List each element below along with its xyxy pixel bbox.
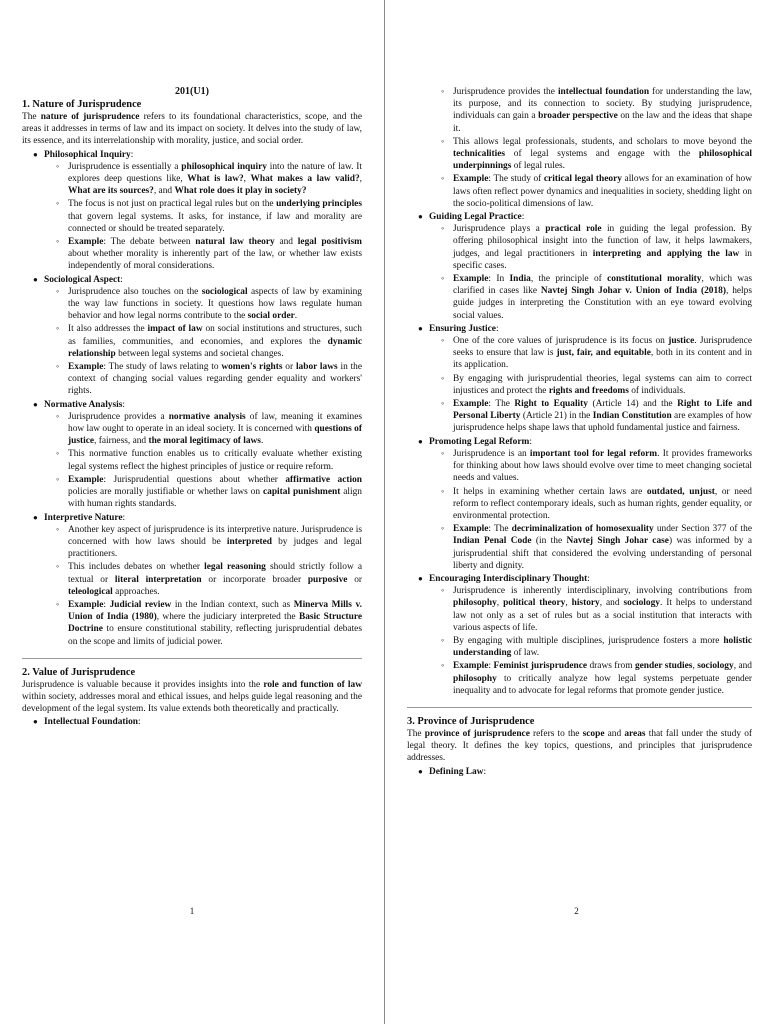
bold-text: Navtej Singh Johar case <box>566 536 669 547</box>
sub-list-item <box>56 410 362 448</box>
bold-text: legal reasoning <box>204 562 266 573</box>
sub-list-item <box>441 447 753 485</box>
text-run: The <box>407 728 425 739</box>
label-colon: : <box>587 573 590 584</box>
list-item-label: Philosophical Inquiry <box>44 149 131 160</box>
text-run: between legal systems and societal changes. <box>115 348 284 359</box>
text-run: about whether morality is inherently part of the law, or whether law exists independently of moral considerations. <box>68 249 362 272</box>
text-run: , <box>496 598 504 609</box>
sub-list-item <box>441 585 752 634</box>
bullet-icon: ● <box>418 766 423 776</box>
circle-bullet-icon: ◦ <box>56 198 60 209</box>
bold-text: literal interpretation <box>114 574 202 585</box>
text-run: for understanding the law, its purpose, and its connection to society. By studying jurisprudence, individuals can gain a <box>453 87 752 122</box>
circle-bullet-icon: ◦ <box>441 335 445 346</box>
label-colon: : <box>122 512 126 523</box>
text-run: . <box>260 436 264 447</box>
text-run: , and <box>153 186 175 197</box>
bold-text: Minerva Mills v. Union of India (1980) <box>68 599 362 623</box>
text-run: Jurisprudence provides a <box>68 411 169 422</box>
bold-text: philosophy <box>453 598 497 609</box>
page-number: 1 <box>189 906 195 916</box>
bold-text: Example <box>68 474 104 485</box>
bold-text: purposive <box>307 574 348 585</box>
text-run: : The study of <box>488 174 544 185</box>
text-run: on social institutions and structures, such as families, communities, and economies, and explores the <box>68 324 362 347</box>
text-run: on the law and the ideas that shape it. <box>453 111 752 134</box>
label-colon: : <box>122 399 125 410</box>
bold-text: Judicial review <box>109 599 172 610</box>
text-run: policies are morally justifiable or whether laws on <box>68 487 263 498</box>
circle-bullet-icon: ◦ <box>441 223 445 234</box>
text-run: By engaging with jurisprudential theories, legal systems can aim to correct injustices and protect the <box>453 373 752 396</box>
bold-text: sociology <box>623 598 660 609</box>
sub-list-item <box>56 598 363 648</box>
bold-text: India <box>509 274 531 285</box>
text-run: in specific cases. <box>453 248 752 271</box>
list-item-label: Ensuring Justice <box>429 323 496 334</box>
section-divider <box>22 658 362 659</box>
text-run: . <box>294 311 298 322</box>
sub-list-item <box>56 448 362 472</box>
bold-text: practical role <box>545 224 602 235</box>
bold-text: capital punishment <box>262 487 341 498</box>
circle-bullet-icon: ◦ <box>441 135 445 146</box>
bold-text: Indian Constitution <box>592 411 672 422</box>
text-run: Jurisprudence also touches on the <box>68 286 202 297</box>
bold-text: sociology <box>697 661 734 672</box>
sub-list-item <box>441 86 752 135</box>
bold-text: What makes a law valid? <box>250 174 360 185</box>
bold-text: philosophical inquiry <box>181 161 267 172</box>
text-run: . It helps to understand law not only as a set of rules but as a social institution that interacts with various aspects of life. <box>453 598 752 633</box>
circle-bullet-icon: ◦ <box>56 473 60 484</box>
text-run: that govern legal systems. It asks, for instance, if law and morality are connected or should be treated separately. <box>68 211 362 234</box>
text-run: : The <box>488 524 512 535</box>
bold-text: Navtej Singh Johar v. Union of India (2018) <box>540 286 726 297</box>
circle-bullet-icon: ◦ <box>56 323 60 334</box>
text-run: , <box>359 174 363 185</box>
label-colon: : <box>130 149 134 160</box>
text-run: , and <box>599 598 624 609</box>
bold-text: Example <box>453 399 489 410</box>
label-colon: : <box>521 212 525 223</box>
text-run: that fall under the study of legal theory. It defines the key topics, questions, and principles that jurisprudence addresses. <box>407 728 753 764</box>
bullet-icon: ● <box>33 512 38 522</box>
sub-list-item <box>56 285 362 323</box>
text-run: in the context of changing social values regarding gender equality and workers' rights. <box>68 362 363 397</box>
circle-bullet-icon: ◦ <box>56 236 60 247</box>
section-2-intro <box>22 679 362 716</box>
sub-list-item <box>441 173 752 210</box>
text-run: It helps in examining whether certain laws are <box>453 486 647 497</box>
list-item <box>33 512 363 648</box>
bold-text: affirmative action <box>285 474 363 485</box>
section-3-intro <box>407 728 752 765</box>
sub-list <box>429 223 752 322</box>
sub-list-item <box>56 561 362 598</box>
text-run: or <box>347 574 362 585</box>
sub-list-item <box>441 273 752 322</box>
text-run: draws from <box>587 661 635 672</box>
bold-text: technicalities <box>453 149 506 160</box>
text-run: or <box>282 362 296 373</box>
circle-bullet-icon: ◦ <box>56 561 60 572</box>
text-run: . Jurisprudence seeks to ensure that law is <box>453 336 752 359</box>
circle-bullet-icon: ◦ <box>441 634 445 645</box>
bold-text: scope <box>582 728 605 739</box>
bold-text: dynamic relationship <box>68 336 362 359</box>
text-run: Jurisprudence provides the <box>453 87 558 97</box>
sub-list-item <box>441 634 752 659</box>
bold-text: areas <box>624 728 646 739</box>
label-colon: : <box>495 323 499 334</box>
bold-text: teleological <box>68 586 113 597</box>
circle-bullet-icon: ◦ <box>441 523 445 534</box>
bold-text: Example <box>453 174 489 185</box>
label-colon: : <box>138 717 141 728</box>
section-1-heading: 1. Nature of Jurisprudence <box>22 99 142 110</box>
bold-text: What are its sources? <box>68 186 154 197</box>
text-run: Jurisprudence is essentially a <box>68 161 182 172</box>
sub-list-item <box>56 160 363 198</box>
sub-list-item <box>441 335 752 372</box>
bold-text: role and function of law <box>263 679 362 690</box>
label-colon: : <box>529 436 532 447</box>
bold-text: philosophy <box>453 673 497 684</box>
sub-list <box>429 86 752 210</box>
page-number: 2 <box>574 906 579 916</box>
text-run: of legal rules. <box>511 161 566 172</box>
list-item-label: Sociological Aspect <box>44 274 121 285</box>
bold-text: impact of law <box>147 324 203 335</box>
list-item <box>33 274 363 398</box>
section-2-list-continued <box>407 211 752 697</box>
bold-text: Basic Structure Doctrine <box>68 612 363 635</box>
section-2-heading: 2. Value of Jurisprudence <box>22 666 136 678</box>
text-run: in the Indian context, such as <box>171 599 294 610</box>
bold-text: province of jurisprudence <box>424 728 530 739</box>
text-run: into the nature of law. It explores deep questions like, <box>68 161 362 185</box>
circle-bullet-icon: ◦ <box>441 173 445 184</box>
bold-text: interpreted <box>226 536 273 547</box>
text-run: , the principle of <box>530 274 608 285</box>
bold-text: gender studies <box>634 661 693 672</box>
sub-list-item <box>441 523 753 572</box>
bold-text: natural law theory <box>195 237 275 248</box>
label-colon: : <box>120 274 123 285</box>
bullet-icon: ● <box>418 323 423 333</box>
bold-text: political theory <box>503 598 566 609</box>
bold-text: philosophical underpinnings <box>453 149 752 172</box>
sub-list-item <box>441 398 752 435</box>
sub-list-item <box>56 473 363 511</box>
circle-bullet-icon: ◦ <box>56 285 60 296</box>
sub-list <box>44 411 362 511</box>
bold-text: women's rights <box>221 362 283 373</box>
bold-text: What role does it play in society? <box>174 186 307 197</box>
section-3-heading: 3. Province of Jurisprudence <box>407 715 535 727</box>
circle-bullet-icon: ◦ <box>441 585 445 596</box>
sub-list-item <box>441 485 752 523</box>
list-item <box>418 323 752 435</box>
circle-bullet-icon: ◦ <box>56 523 60 534</box>
document-title: 201(U1) <box>175 86 209 97</box>
text-run: and <box>274 237 298 248</box>
text-run: of legal systems and engage with the <box>505 149 699 160</box>
text-run: , and <box>733 661 752 672</box>
sub-list-item <box>56 236 362 273</box>
text-run: ) was informed by a jurisprudential shift that considered the evolving understanding of personal liberty and dignity. <box>453 536 752 571</box>
text-run: refers to its foundational characteristics, scope, and the areas it addresses in terms of law and its impact on society. It delves into the study of law, its essence, and its interrelationship with morality, justice, and social order. <box>22 112 362 147</box>
list-item <box>418 766 752 778</box>
bold-text: labor laws <box>295 362 338 373</box>
bold-text: justice <box>668 336 695 347</box>
text-run: (Article 21) in the <box>520 411 593 422</box>
bold-text: normative analysis <box>168 411 246 422</box>
text-run: : In <box>488 274 510 285</box>
text-run: , <box>692 661 698 672</box>
list-item <box>33 149 363 273</box>
circle-bullet-icon: ◦ <box>56 160 60 171</box>
list-item-label: Guiding Legal Practice <box>429 212 522 223</box>
text-run: : <box>488 661 494 672</box>
text-run: , helps guide judges in interpreting the Constitution with an eye toward evolving social values. <box>453 286 752 321</box>
text-run: : The <box>488 399 515 410</box>
text-run: allows for an examination of how laws often reflect power dynamics and inequalities in society, shedding light on the socio-political dimensions of law. <box>453 174 752 209</box>
bold-text: critical legal theory <box>543 174 622 185</box>
text-run: Jurisprudence plays a <box>453 224 546 235</box>
sub-list-item <box>441 135 752 173</box>
sub-list-item <box>56 361 363 398</box>
bullet-icon: ● <box>33 399 38 409</box>
text-run: to critically analyze how legal systems perpetuate gender inequality and to advocate for legal reforms that promote gender justice. <box>453 673 752 696</box>
text-run: : Jurisprudential questions about whether <box>103 474 286 485</box>
bold-text: intellectual foundation <box>557 87 650 97</box>
sub-list-item <box>441 660 752 697</box>
bold-text: legal positivism <box>297 237 362 248</box>
bold-text: nature of jurisprudence <box>40 112 140 122</box>
text-run: , fairness, and <box>94 436 149 447</box>
text-run: This normative function enables us to critically evaluate whether existing legal systems reflect the highest principles of justice or require reform. <box>68 449 362 472</box>
sub-list-item <box>56 523 362 561</box>
text-run: refers to the <box>529 728 583 739</box>
continued-list <box>407 86 752 210</box>
sub-list-item <box>441 223 752 272</box>
section-divider <box>407 707 752 708</box>
bold-text: the moral legitimacy of laws <box>148 436 261 447</box>
text-run: under Section 377 of the <box>653 524 753 535</box>
circle-bullet-icon: ◦ <box>56 361 60 372</box>
bullet-icon: ● <box>418 573 423 583</box>
circle-bullet-icon: ◦ <box>441 447 445 458</box>
list-item <box>33 716 362 728</box>
text-run: , which was clarified in cases like <box>453 274 752 297</box>
list-item-label: Encouraging Interdisciplinary Thought <box>429 573 588 584</box>
bold-text: just, fair, and equitable <box>556 348 651 359</box>
text-run: Jurisprudence is an <box>453 448 530 459</box>
bold-text: Right to Life and Personal Liberty <box>453 399 752 422</box>
circle-bullet-icon: ◦ <box>441 372 445 383</box>
text-run: , <box>243 174 251 185</box>
bold-text: What is law? <box>187 174 244 185</box>
text-run: . It provides frameworks for thinking about how laws should evolve over time to meet changing societal needs and values. <box>453 448 753 484</box>
bold-text: constitutional morality <box>607 274 702 285</box>
sub-list <box>44 524 362 648</box>
text-run: It also addresses the <box>68 324 148 335</box>
bullet-icon: ● <box>33 274 38 284</box>
circle-bullet-icon: ◦ <box>56 410 60 421</box>
bold-text: broader perspective <box>538 111 618 122</box>
circle-bullet-icon: ◦ <box>56 598 60 609</box>
section-1-list <box>22 149 362 648</box>
text-run: This includes debates on whether <box>68 562 205 573</box>
bold-text: Example <box>68 599 104 610</box>
circle-bullet-icon: ◦ <box>441 485 445 496</box>
bold-text: Example <box>68 237 104 248</box>
text-run: One of the core values of jurisprudence is its focus on <box>453 336 669 347</box>
bold-text: interpreting and applying the law <box>592 248 740 259</box>
section-3-list <box>407 766 752 778</box>
sub-list-item <box>56 198 362 235</box>
bold-text: Indian Penal Code <box>453 536 532 547</box>
text-run: , <box>565 598 572 609</box>
text-run: aspects of law by examining the way law functions in society. It questions how laws regulate human behavior and how legal norms contribute to the <box>68 286 362 322</box>
list-item-label: Intellectual Foundation <box>44 717 139 728</box>
bold-text: Right to Equality <box>514 399 588 410</box>
text-run: , both in its content and in its application. <box>453 348 752 371</box>
text-run: The focus is not just on practical legal rules but on the <box>68 199 277 210</box>
page-2 <box>384 0 768 1024</box>
text-run: : The study of laws relating to <box>103 362 222 373</box>
text-run: (Article 14) and the <box>587 399 678 410</box>
bullet-icon: ● <box>418 212 423 222</box>
sub-list-item <box>441 372 752 397</box>
text-run: , where the judiciary interpreted the <box>156 612 299 623</box>
list-item <box>418 436 753 572</box>
bold-text: Feminist jurisprudence <box>493 661 588 672</box>
circle-bullet-icon: ◦ <box>441 398 445 409</box>
bold-text: Example <box>453 274 489 285</box>
text-run: or incorporate broader <box>201 574 308 585</box>
bold-text: social order <box>247 311 295 322</box>
bold-text: outdated, unjust <box>646 486 715 497</box>
sub-list <box>429 585 752 697</box>
text-run: approaches. <box>112 586 160 597</box>
section-2-list <box>22 716 362 728</box>
bold-text: underlying principles <box>276 199 362 210</box>
sub-list <box>429 335 752 435</box>
circle-bullet-icon: ◦ <box>56 448 60 459</box>
text-run: align with human rights standards. <box>68 487 362 510</box>
text-run: and <box>604 728 625 739</box>
text-run: , or need reform to reflect contemporary ideals, such as human rights, gender equality, or environmental protection. <box>453 486 752 521</box>
text-run: Jurisprudence is inherently interdisciplinary, involving contributions from <box>453 586 752 597</box>
list-item-label: Interpretive Nature <box>44 512 123 523</box>
bold-text: history <box>571 598 600 609</box>
sub-list-item <box>56 323 362 360</box>
list-item <box>429 86 752 210</box>
text-run: By engaging with multiple disciplines, jurisprudence fosters a more <box>453 635 724 646</box>
section-1-intro <box>22 111 362 148</box>
list-item <box>33 399 363 511</box>
text-run: in guiding the legal profession. By offering philosophical insight into the function of law, it helps lawmakers, judges, and legal practitioners in <box>453 224 752 259</box>
sub-list <box>429 448 752 572</box>
list-item-label: Promoting Legal Reform <box>429 436 530 447</box>
list-item <box>418 211 752 322</box>
sub-list <box>44 286 362 398</box>
bold-text: Example <box>453 524 489 535</box>
circle-bullet-icon: ◦ <box>441 660 445 671</box>
text-run: should strictly follow a textual or <box>68 562 362 585</box>
bold-text: decriminalization of homosexuality <box>511 524 654 535</box>
bold-text: sociological <box>201 286 248 297</box>
text-run: of law. <box>511 648 540 659</box>
bold-text: questions of justice <box>68 424 362 447</box>
bullet-icon: ● <box>33 149 38 159</box>
list-item-label: Defining Law <box>429 766 484 777</box>
bold-text: important tool for legal reform <box>529 448 658 459</box>
bold-text: holistic understanding <box>453 635 752 659</box>
text-run: by judges and legal practitioners. <box>68 536 362 560</box>
text-run: : The debate between <box>103 237 196 248</box>
text-run: (in the <box>531 536 567 547</box>
bold-text: Example <box>453 661 489 672</box>
text-run: within society, addresses moral and ethical issues, and helps guide legal reasoning and the development of the legal system. Its value extends both theoretically and practically. <box>22 691 362 715</box>
text-run: This allows legal professionals, students, and scholars to move beyond the <box>453 136 752 147</box>
text-run: of individuals. <box>628 385 686 396</box>
sub-list <box>44 161 362 273</box>
bullet-icon: ● <box>33 717 38 727</box>
list-item-label: Normative Analysis <box>44 399 123 410</box>
bold-text: Example <box>68 362 104 373</box>
text-run: Another key aspect of jurisprudence is its interpretive nature. Jurisprudence is concerned with how laws should be <box>68 524 362 547</box>
bullet-icon: ● <box>418 436 423 446</box>
text-run: The <box>22 112 41 122</box>
circle-bullet-icon: ◦ <box>441 86 445 96</box>
circle-bullet-icon: ◦ <box>441 273 445 284</box>
text-run: to ensure constitutional stability, reflecting jurisprudential debates on the scope and limits of judicial power. <box>68 624 362 647</box>
text-run: of law, meaning it examines how law ought to operate in an ideal society. It is concerned with <box>68 411 362 435</box>
bold-text: rights and freedoms <box>548 385 629 396</box>
text-run: : <box>103 599 110 610</box>
label-colon: : <box>483 766 487 777</box>
list-item <box>418 573 752 697</box>
text-run: Jurisprudence is valuable because it provides insights into the <box>22 679 264 690</box>
text-run: are examples of how jurisprudence helps shape laws that uphold fundamental justice and fairness. <box>453 411 752 434</box>
